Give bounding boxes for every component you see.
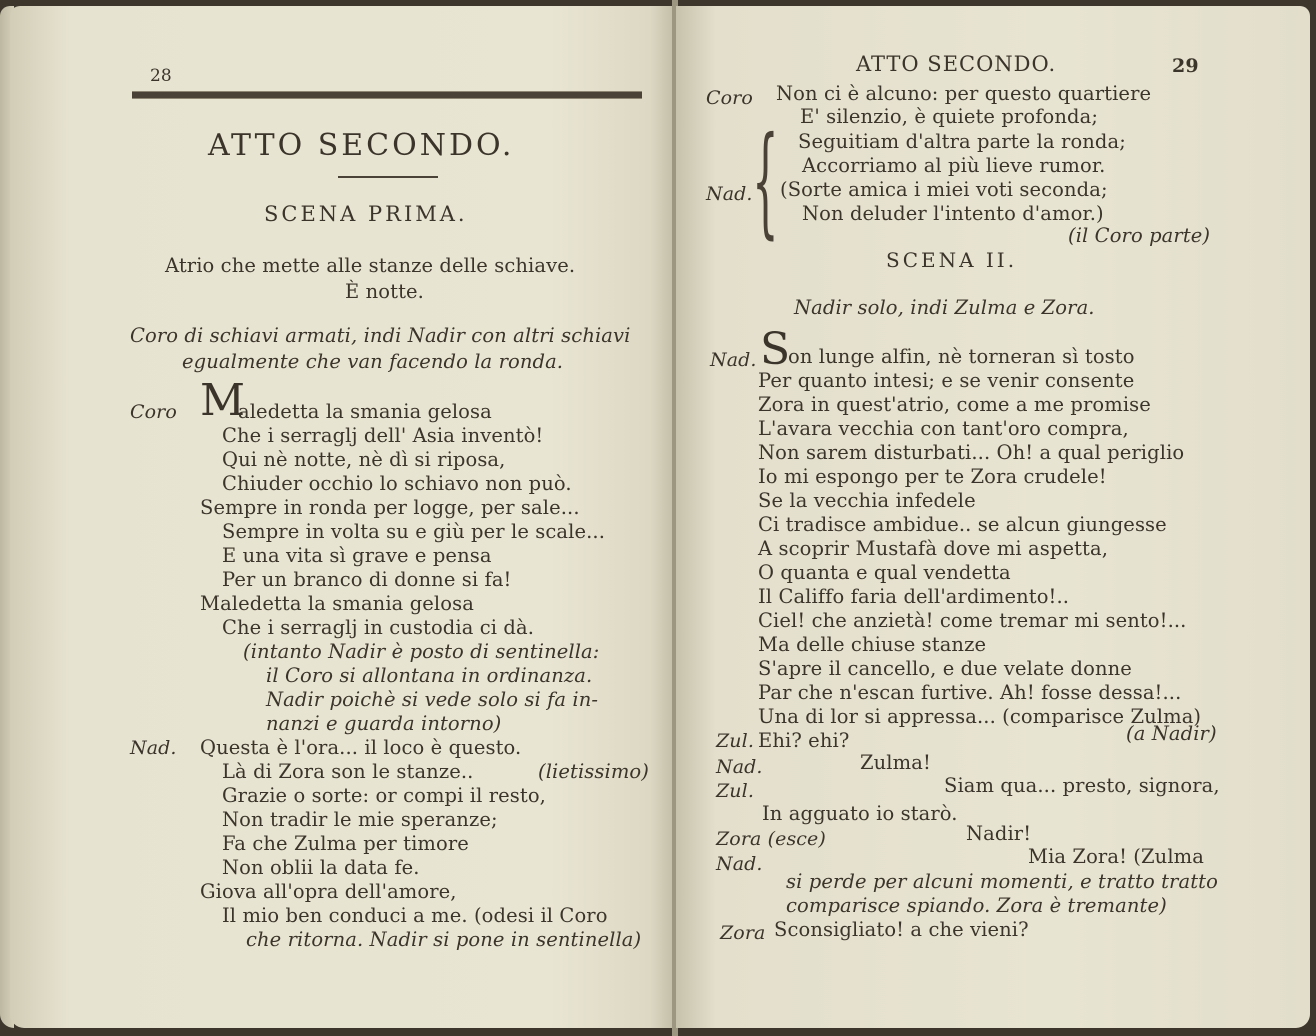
speaker-nadir: Nad. <box>716 853 763 875</box>
brace-line: Non deluder l'intento d'amor.) <box>802 202 1104 225</box>
act-title: ATTO SECONDO. <box>208 128 515 163</box>
nadir-line: A scoprir Mustafà dove mi aspetta, <box>758 537 1109 560</box>
coro-line: Che i serraglj in custodia ci dà. <box>222 616 534 639</box>
zulma-line: In agguato io starò. <box>762 802 958 825</box>
drop-cap-s: S <box>760 324 791 375</box>
running-head: ATTO SECONDO. <box>856 52 1057 76</box>
coro-line: Per un branco di donne si fa! <box>222 568 512 591</box>
speaker-nadir: Nad. <box>130 737 177 759</box>
nadir-aside: (lietissimo) <box>538 760 649 783</box>
nadir-line: Se la vecchia infedele <box>758 489 976 512</box>
brace-line: Seguitiam d'altra parte la ronda; <box>798 130 1126 153</box>
title-divider <box>338 176 438 178</box>
zulma-aside: (a Nadir) <box>1126 722 1217 745</box>
coro-line: Qui nè notte, nè dì si riposa, <box>222 448 506 471</box>
speaker-nadir: Nad. <box>706 183 753 205</box>
coro-line: Sempre in ronda per logge, per sale... <box>200 496 580 519</box>
coro-line: Chiuder occhio lo schiavo non può. <box>222 472 572 495</box>
brace-line: Accorriamo al più lieve rumor. <box>802 154 1106 177</box>
direction-line: si perde per alcuni momenti, e tratto tratto <box>786 870 1218 893</box>
scene-setting: Nadir solo, indi Zulma e Zora. <box>794 296 1095 319</box>
nadir-line: Fa che Zulma per timore <box>222 832 469 855</box>
nadir-line: Questa è l'ora... il loco è questo. <box>200 736 522 759</box>
speaker-nadir: Nad. <box>710 349 757 371</box>
nadir-line-0: on lunge alfin, nè torneran sì tosto <box>788 345 1135 368</box>
nadir-line: Giova all'opra dell'amore, <box>200 880 457 903</box>
nadir-line: Ci tradisce ambidue.. se alcun giungesse <box>758 513 1167 536</box>
nadir-line: Non sarem disturbati... Oh! a qual periglio <box>758 441 1185 464</box>
zulma-line: Siam qua... presto, signora, <box>944 774 1220 797</box>
nadir-line: Zulma! <box>860 751 931 774</box>
stage-direction-2: egualmente che van facendo la ronda. <box>182 350 564 373</box>
coro-line: Sempre in volta su e giù per le scale... <box>222 520 606 543</box>
speaker-coro: Coro <box>130 401 177 423</box>
nadir-line: Ciel! che anzietà! come tremar mi sento!... <box>758 609 1187 632</box>
nadir-line: S'apre il cancello, e due velate donne <box>758 657 1132 680</box>
zulma-line: Ehi? ehi? <box>758 729 850 752</box>
nadir-line: Non tradir le mie speranze; <box>222 808 498 831</box>
brace: { <box>752 112 779 251</box>
coro-line: Non ci è alcuno: per questo quartiere <box>776 82 1152 105</box>
coro-line: E' silenzio, è quiete profonda; <box>800 105 1098 128</box>
brace-line: (Sorte amica i miei voti seconda; <box>780 178 1108 201</box>
direction-line: comparisce spiando. Zora è tremante) <box>786 894 1167 917</box>
speaker-coro: Coro <box>706 87 753 109</box>
speaker-nadir: Nad. <box>716 756 763 778</box>
right-page <box>676 6 1310 1028</box>
nadir-line: Ma delle chiuse stanze <box>758 633 987 656</box>
stage-direction-1: Coro di schiavi armati, indi Nadir con altri schiavi <box>130 324 631 347</box>
direction-line: nanzi e guarda intorno) <box>266 712 502 735</box>
nadir-line: Grazie o sorte: or compi il resto, <box>222 784 546 807</box>
coro-line-0: aledetta la smania gelosa <box>238 400 492 423</box>
direction-line: il Coro si allontana in ordinanza. <box>266 664 593 687</box>
setting-line-1: Atrio che mette alle stanze delle schiave. <box>165 254 576 277</box>
left-page <box>10 6 674 1028</box>
coro-line: Che i serraglj dell' Asia inventò! <box>222 424 544 447</box>
nadir-line: che ritorna. Nadir si pone in sentinella) <box>246 928 642 951</box>
scene-title: SCENA PRIMA. <box>264 202 468 226</box>
nadir-line: Mia Zora! (Zulma <box>1028 845 1204 868</box>
speaker-zora: Zora (esce) <box>716 828 826 850</box>
nadir-line: L'avara vecchia con tant'oro compra, <box>758 417 1129 440</box>
scene-title-2: SCENA II. <box>886 248 1018 272</box>
nadir-line: O quanta e qual vendetta <box>758 561 1011 584</box>
nadir-line: Una di lor si appressa... (comparisce Zulma) <box>758 705 1202 728</box>
nadir-line: Io mi espongo per te Zora crudele! <box>758 465 1107 488</box>
drop-cap-m: M <box>200 375 246 426</box>
coro-line: E una vita sì grave e pensa <box>222 544 492 567</box>
nadir-line: Zora in quest'atrio, come a me promise <box>758 393 1151 416</box>
speaker-zulma: Zul. <box>716 730 754 752</box>
direction-line: (intanto Nadir è posto di sentinella: <box>243 640 600 663</box>
nadir-line: Il mio ben conduci a me. (odesi il Coro <box>222 904 608 927</box>
coro-exit: (il Coro parte) <box>1068 224 1211 247</box>
setting-line-2: È notte. <box>345 280 424 303</box>
nadir-line: Là di Zora son le stanze.. <box>222 760 474 783</box>
speaker-zulma: Zul. <box>716 780 754 802</box>
right-page-number: 29 <box>1172 55 1199 77</box>
nadir-line: Par che n'escan furtive. Ah! fosse dessa!... <box>758 681 1182 704</box>
nadir-line: Il Califfo faria dell'ardimento!.. <box>758 585 1070 608</box>
direction-line: Nadir poichè si vede solo si fa in- <box>266 688 599 711</box>
coro-line: Maledetta la smania gelosa <box>200 592 474 615</box>
left-page-number: 28 <box>150 66 172 86</box>
speaker-zora: Zora <box>720 922 766 944</box>
zora-line: Sconsigliato! a che vieni? <box>774 918 1029 941</box>
zora-line: Nadir! <box>966 822 1032 845</box>
header-rule <box>132 91 642 99</box>
nadir-line: Per quanto intesi; e se venir consente <box>758 369 1135 392</box>
nadir-line: Non oblii la data fe. <box>222 856 420 879</box>
